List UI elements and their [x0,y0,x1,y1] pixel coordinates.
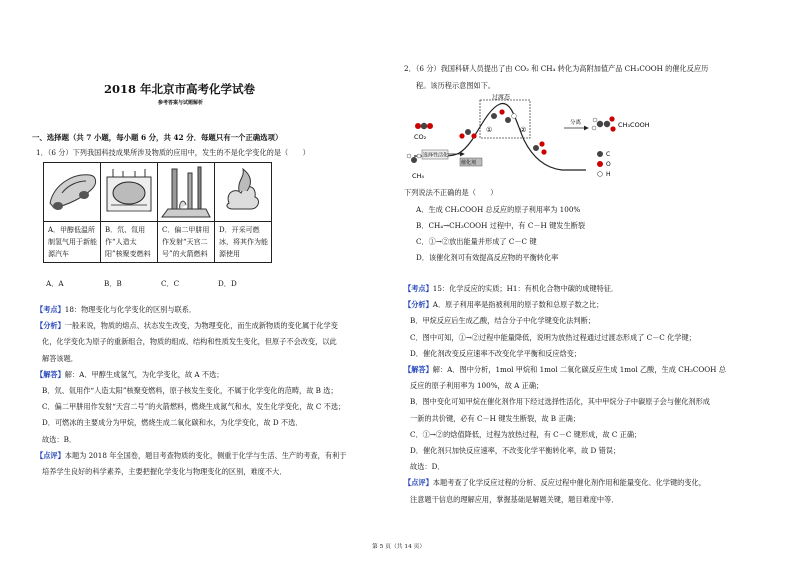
q2-stem-line1: 2．（6 分）我国科研人员提出了由 CO₂ 和 CH₄ 转化为高附加值产品 CH₃COOH 的催化反应历 [404,64,709,73]
analysis-text: 一新的共价键，必有 C－H 键发生断裂，故 B 正确； [410,413,580,423]
analysis-text: 培养学生良好的科学素养，主要把握化学变化与物理变化的区别，难度不大． [42,467,287,476]
analysis-line [404,365,726,375]
analysis-text: 故选：D． [410,462,445,472]
analysis-line [410,381,543,391]
legend-h: H [606,171,611,178]
analysis-tag: 【解答】 [404,365,433,374]
analysis-text: 18：物理变化与化学变化的区别与联系． [64,305,197,314]
analysis-line [410,316,595,326]
analysis-text: 15：化学反应的实质；H1：有机化合物中碳的成键特征． [432,284,619,293]
analysis-text: 一般来说，物质的熔点、状态发生改变，为物理变化，而生成新物质的变化属于化学变 [64,321,338,331]
step-1-label: ① [486,126,493,134]
analysis-line [36,451,346,461]
analysis-text: B．图中变化可知甲烷在催化剂作用下经过选择性活化，其中甲烷分子中碳原子会与催化剂形成 [410,397,710,407]
analysis-line [36,305,196,315]
analysis-line [410,495,618,505]
ch4-label: CH₄ [412,172,425,180]
option-b-image [101,163,158,222]
product-label: CH₃COOH [618,121,650,129]
reaction-pathway-diagram [404,94,664,186]
analysis-tag: 【分析】 [404,300,433,310]
analysis-text: 反应的原子利用率为 100%，故 A 正确； [410,381,544,391]
analysis-line [410,333,696,343]
q2-choice-a: A．生成 CH₃COOH 总反应的原子利用率为 100% [416,205,581,214]
section-heading: 一、选择题（共 7 小题，每小题 6 分，共 42 分．每题只有一个正确选项） [32,133,283,142]
step-2-label: ② [520,126,527,134]
option-a-caption: A．甲醇低温所制氢气用于新能源汽车 [44,222,101,263]
q1-letter-a: A．A [46,279,64,288]
q2-question: 下列说法不正确的是（ ） [404,188,498,197]
option-c-image [158,163,215,222]
selective-activation-label: 选择性活化 [423,152,449,159]
q1-letter-d: D．D [218,279,237,288]
q2-choice-c: C．①→②放出能量并形成了 C－C 键 [416,237,537,246]
q1-stem: 1．（6 分）下列我国科技成果所涉及物质的应用中，发生的不是化学变化的是（ ） [36,148,310,157]
analysis-line [404,478,706,488]
analysis-tag: 【解答】 [36,369,65,379]
analysis-text: C．图中可知，①→②过程中能量降低，说明为放热过程通过过渡态形成了 C－C 化学键； [410,332,696,342]
analysis-line [404,300,603,310]
q1-letter-c: C．C [161,279,180,288]
catalyst-label: 催化剂 [461,160,477,166]
analysis-text: 注意题干信息的理解应用，掌握基础是解题关键，题目难度中等． [410,494,619,504]
analysis-line [42,467,286,477]
analysis-line [42,402,345,412]
analysis-line [404,284,618,294]
option-d-image [215,163,272,222]
analysis-text: 解：A．甲醇生成氢气，为化学变化，故 A 不选； [64,369,224,379]
q2-choice-b: B．CH₄→CH₃COOH 过程中，有 C－H 键发生断裂 [416,221,586,230]
analysis-text: B．氘、氚用作“人造太阳”核聚变燃料，原子核发生变化，不属于化学变化的范畴，故 B 选； [42,386,338,395]
page-footer: 第 5 页（共 14 页） [372,544,426,550]
q2-stem-line2: 程。该历程示意图如下。 [416,81,496,90]
analysis-line [42,354,78,364]
analysis-text: 本题考查了化学反应过程的分析、反应过程中催化剂作用和能量变化、化学键的变化， [432,478,706,488]
q1-options-table [43,162,272,263]
analysis-line [42,386,338,396]
fusion-device-icon [101,163,157,220]
option-b-caption: B．氘、氚用作“人造太阳”核聚变燃料 [101,222,158,263]
analysis-tag: 【点评】 [404,478,433,488]
analysis-text: 解答该题． [42,353,78,363]
analysis-line [410,446,620,456]
analysis-text: 本题为 2018 年全国卷，题目考查物质的变化，侧重于化学与生活、生产的考查，有利于 [64,450,347,460]
analysis-tag: 【分析】 [36,321,65,331]
analysis-text: C．偏二甲肼用作发射“天宫二号”的火箭燃料，燃烧生成氮气和水，发生化学变化，故 C 不选； [42,402,346,412]
rocket-launch-icon [158,163,214,220]
analysis-text: B．甲烷反应后生成乙酸，结合分子中化学键变化法判断； [410,316,595,326]
analysis-line [410,349,581,359]
analysis-line [36,321,338,331]
analysis-text: 故选：B． [42,434,77,444]
legend-o: O [606,161,611,168]
analysis-line [410,414,580,424]
analysis-text: A．原子利用率是指被利用的原子数和总原子数之比； [432,300,604,310]
analysis-line [42,435,76,445]
analysis-tag: 【点评】 [36,450,65,460]
analysis-tag: 【考点】 [36,305,65,314]
option-a-image [44,163,101,222]
co2-label: CO₂ [414,133,427,141]
analysis-line [42,418,302,428]
burning-ice-icon [215,163,271,220]
page-title: 2018 年北京市高考化学试卷 [104,82,256,96]
analysis-line [410,430,641,440]
analysis-text: 化，化学变化为原子的重新组合，物质的组成、结构和性质发生变化，但原子不会改变，以此 [42,337,337,347]
q1-letter-b: B．B [104,279,122,288]
option-c-caption: C．偏二甲肼用作发射“天宫二号”的火箭燃料 [158,222,215,263]
analysis-line [410,462,445,472]
analysis-line [410,397,710,407]
release-label: 分离 [570,120,582,126]
analysis-line [36,370,223,380]
option-d-caption: D．开采可燃冰，将其作为能源使用 [215,222,272,263]
q2-choice-d: D．该催化剂可有效提高反应物的平衡转化率 [416,253,559,262]
analysis-line [42,337,337,347]
analysis-text: 解：A．图中分析，1mol 甲烷和 1mol 二氧化碳反应生成 1mol 乙酸，生成 CH₃COOH 总 [432,365,726,374]
analysis-text: D．催化剂改变反应速率不改变化学平衡和反应焓变； [410,348,582,358]
analysis-text: C．①→②的焓值降低，过程为放热过程，有 C－C 键形成，故 C 正确； [410,429,642,439]
analysis-text: D．可燃冰的主要成分为甲烷，燃烧生成二氧化碳和水，为化学变化，故 D 不选． [42,418,303,428]
analysis-text: D．催化剂只加快反应速率，不改变化学平衡转化率，故 D 错误； [410,446,621,455]
page-subtitle: 参考答案与试题解析 [158,100,204,106]
car-icon [44,163,100,220]
transition-label: 过渡态 [492,94,511,101]
analysis-tag: 【考点】 [404,284,433,293]
legend-c: C [606,151,611,158]
